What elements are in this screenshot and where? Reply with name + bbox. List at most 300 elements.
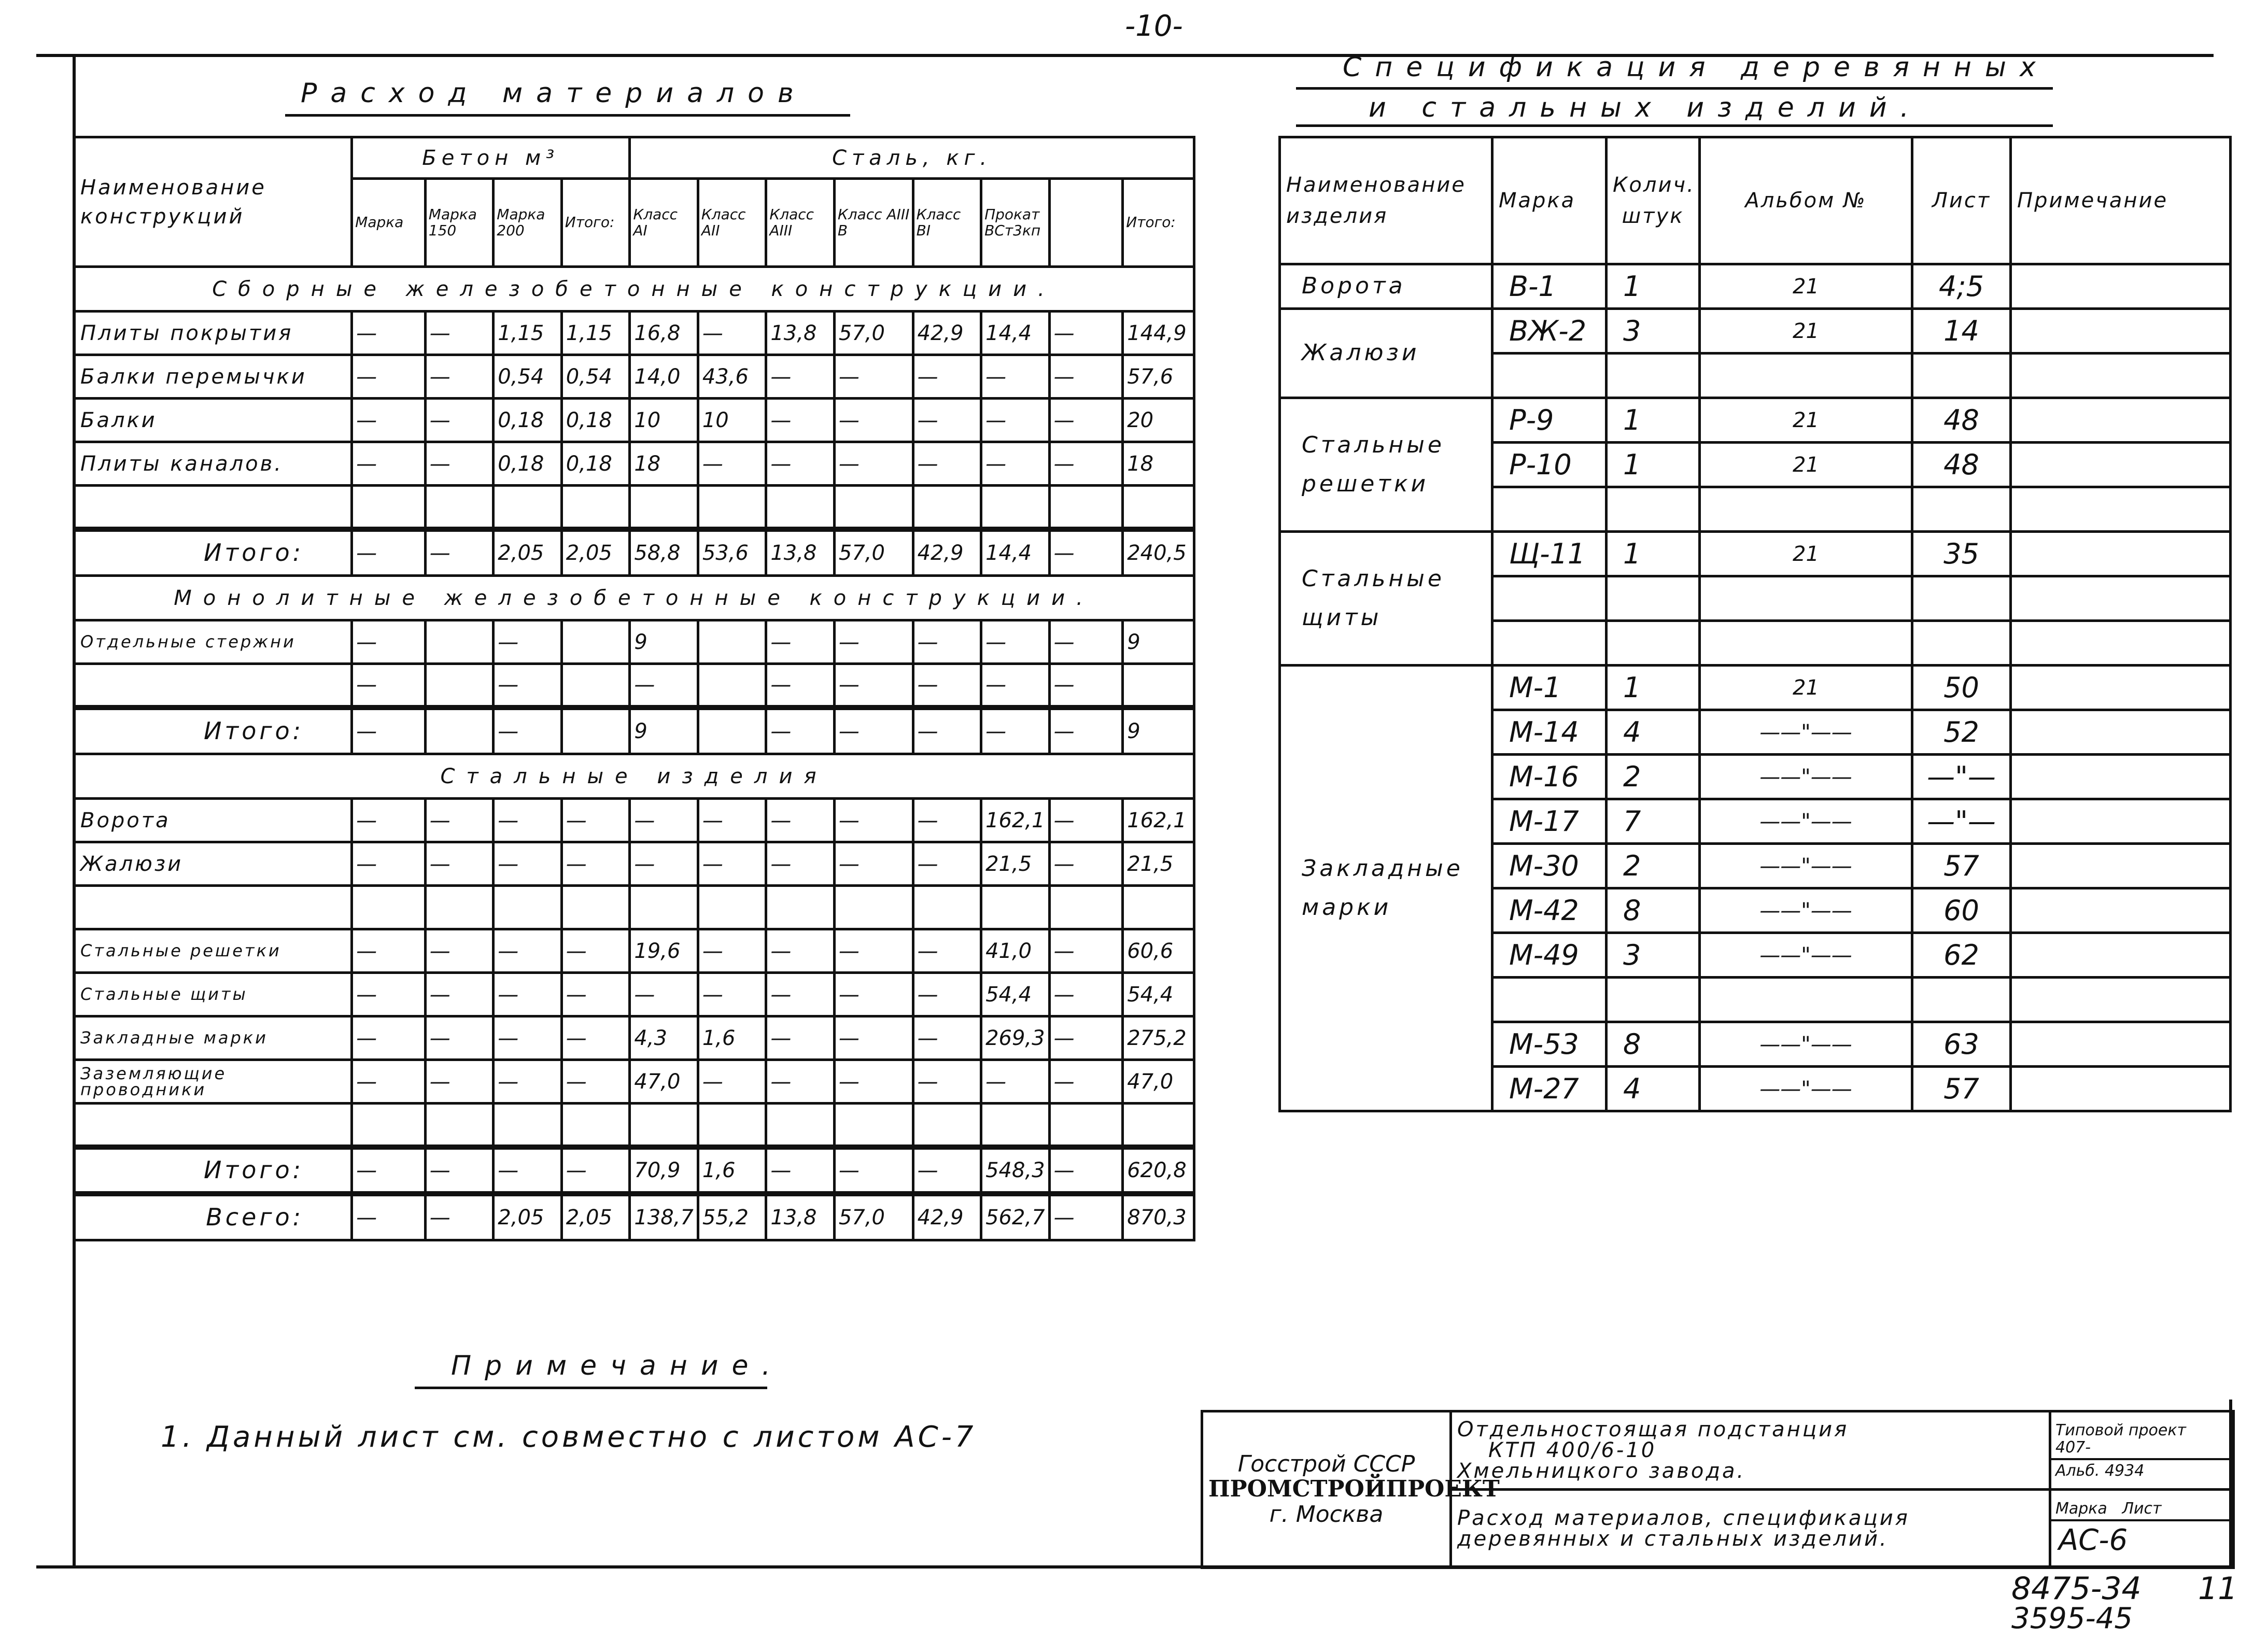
stamp-org-line2: ПРОМСТРОЙПРОЕКТ (1208, 1476, 1500, 1503)
row-value: 620,8 (1123, 1147, 1194, 1194)
row-value: — (425, 1060, 494, 1104)
row-value: — (561, 973, 630, 1016)
row-value: — (1049, 973, 1123, 1016)
row-name: Балки (74, 399, 352, 442)
spec-header-cell: Альбом № (1700, 137, 1912, 264)
row-value: — (630, 973, 698, 1016)
spec-cell (1492, 354, 1607, 398)
row-name: Итого: (74, 1147, 352, 1194)
row-value: 18 (1123, 442, 1194, 486)
spec-cell (2011, 309, 2231, 354)
row-value: 144,9 (1123, 312, 1194, 355)
spec-cell: 14 (1912, 309, 2011, 354)
spec-group-name: Ворота (1280, 264, 1492, 309)
row-value (766, 886, 835, 929)
spec-cell (1700, 978, 1912, 1022)
row-value: 42,9 (913, 312, 981, 355)
row-value: 60,6 (1123, 929, 1194, 973)
row-value: — (425, 529, 494, 576)
row-value (425, 620, 494, 664)
row-value: — (834, 1016, 913, 1060)
spec-cell: 57 (1912, 1067, 2011, 1111)
row-value: — (913, 355, 981, 399)
row-value: — (425, 1194, 494, 1240)
row-value: 4,3 (630, 1016, 698, 1060)
row-value (425, 708, 494, 754)
row-value: 57,6 (1123, 355, 1194, 399)
row-value (425, 664, 494, 708)
row-value: — (561, 842, 630, 886)
row-value (561, 886, 630, 929)
row-value: — (1049, 1194, 1123, 1240)
header-subcolumn: Класс AI (630, 179, 698, 267)
stamp-project-line2: КТП 400/6-10 (1488, 1438, 1657, 1462)
row-value: — (1049, 442, 1123, 486)
row-value (981, 1104, 1050, 1147)
row-value: — (913, 799, 981, 842)
row-value: — (1049, 529, 1123, 576)
spec-cell: ——"—— (1700, 933, 1912, 978)
row-value: 54,4 (981, 973, 1050, 1016)
row-value: 14,4 (981, 529, 1050, 576)
stamp-list-label: Лист (2122, 1499, 2162, 1518)
stamp-org-line1: Госстрой СССР (1237, 1450, 1415, 1477)
spec-cell: 1 (1607, 666, 1700, 710)
stamp-project-line1: Отдельностоящая подстанция (1457, 1418, 1849, 1442)
section-row (74, 267, 1194, 312)
row-value: — (352, 1016, 426, 1060)
header-subcolumn: Марка 150 (425, 179, 494, 267)
row-value: — (834, 664, 913, 708)
spec-cell: ВЖ-2 (1492, 309, 1607, 354)
row-value: — (766, 1147, 835, 1194)
row-value: — (561, 1060, 630, 1104)
row-value: — (1049, 312, 1123, 355)
inventory-sheet: 11 (2198, 1571, 2238, 1607)
row-value (698, 886, 766, 929)
row-value: 9 (630, 620, 698, 664)
spec-cell (1700, 487, 1912, 532)
row-value: — (494, 1147, 562, 1194)
row-value: — (913, 620, 981, 664)
spec-cell: 52 (1912, 710, 2011, 755)
row-value: 41,0 (981, 929, 1050, 973)
spec-cell: 21 (1700, 443, 1912, 487)
row-value: 57,0 (834, 312, 913, 355)
row-value (561, 664, 630, 708)
spec-cell: ——"—— (1700, 844, 1912, 888)
row-value: 21,5 (1123, 842, 1194, 886)
table-row (74, 399, 1194, 442)
row-value: — (425, 842, 494, 886)
spec-cell: Р-9 (1492, 398, 1607, 443)
row-value: — (425, 312, 494, 355)
row-value (1049, 1104, 1123, 1147)
note-title: Примечание. (451, 1350, 784, 1381)
section-title: Стальные изделия (74, 754, 1194, 799)
spec-row (1280, 532, 2231, 576)
spec-cell: 21 (1700, 398, 1912, 443)
table-row (74, 973, 1194, 1016)
spec-cell: 50 (1912, 666, 2011, 710)
spec-cell (2011, 1067, 2231, 1111)
spec-cell: 1 (1607, 264, 1700, 309)
row-value: 562,7 (981, 1194, 1050, 1240)
row-value: 2,05 (561, 529, 630, 576)
row-name: Стальные щиты (74, 973, 352, 1016)
row-value (834, 1104, 913, 1147)
table-row (74, 1016, 1194, 1060)
row-value: 1,15 (561, 312, 630, 355)
row-name: Ворота (74, 799, 352, 842)
row-value: — (494, 842, 562, 886)
row-value: 275,2 (1123, 1016, 1194, 1060)
row-value: — (630, 842, 698, 886)
spec-cell: 2 (1607, 844, 1700, 888)
row-value: 57,0 (834, 529, 913, 576)
header-row (1280, 137, 2231, 264)
row-value (1123, 664, 1194, 708)
row-value (698, 708, 766, 754)
table-row (74, 1060, 1194, 1104)
row-value: 0,18 (561, 399, 630, 442)
row-value: 13,8 (766, 1194, 835, 1240)
row-value: — (766, 1060, 835, 1104)
row-value (766, 1104, 835, 1147)
row-name: Отдельные стержни (74, 620, 352, 664)
row-name (74, 486, 352, 529)
row-value: — (352, 312, 426, 355)
table-row (74, 1147, 1194, 1194)
row-value (494, 1104, 562, 1147)
row-value: 1,15 (494, 312, 562, 355)
row-value: — (766, 708, 835, 754)
row-value (698, 620, 766, 664)
spec-cell (1700, 354, 1912, 398)
row-value: 2,05 (494, 1194, 562, 1240)
row-value (561, 708, 630, 754)
row-value: — (766, 842, 835, 886)
row-value (1123, 486, 1194, 529)
spec-group-name: Жалюзи (1280, 309, 1492, 398)
spec-group-name: Стальные щиты (1280, 532, 1492, 666)
row-value: — (352, 1060, 426, 1104)
row-value: — (913, 708, 981, 754)
header-subcolumn: Итого: (1123, 179, 1194, 267)
spec-cell: М-49 (1492, 933, 1607, 978)
row-value: — (766, 442, 835, 486)
row-value: — (561, 1016, 630, 1060)
table-row (74, 708, 1194, 754)
row-value (352, 486, 426, 529)
spec-title-line2: и стальных изделий. (1369, 92, 1923, 123)
row-value: 2,05 (494, 529, 562, 576)
spec-cell (2011, 666, 2231, 710)
row-value: 13,8 (766, 529, 835, 576)
spec-cell: 35 (1912, 532, 2011, 576)
materials-title: Расход материалов (301, 78, 807, 109)
row-value: — (698, 1060, 766, 1104)
spec-row (1280, 309, 2231, 354)
row-value: — (1049, 1147, 1123, 1194)
spec-cell (2011, 978, 2231, 1022)
row-value (630, 1104, 698, 1147)
row-value: 1,6 (698, 1147, 766, 1194)
spec-header-cell: Марка (1492, 137, 1607, 264)
row-value (913, 486, 981, 529)
spec-cell (1912, 487, 2011, 532)
stamp-sheet-title-text: Расход материалов, спецификация деревянных и стальных изделий. (1457, 1506, 1910, 1551)
row-value: — (981, 708, 1050, 754)
row-name: Жалюзи (74, 842, 352, 886)
row-value: — (766, 929, 835, 973)
spec-cell: М-1 (1492, 666, 1607, 710)
row-value: — (494, 1016, 562, 1060)
table-row (74, 799, 1194, 842)
stamp-organization (1202, 1411, 1500, 1568)
row-value: 138,7 (630, 1194, 698, 1240)
spec-cell: Щ-11 (1492, 532, 1607, 576)
spec-cell: 7 (1607, 799, 1700, 844)
row-value (1123, 886, 1194, 929)
row-value: — (766, 1016, 835, 1060)
row-value: 0,54 (494, 355, 562, 399)
stamp-sheet-mark (2050, 1490, 2234, 1568)
spec-row (1280, 398, 2231, 443)
row-value: — (352, 620, 426, 664)
row-value: — (352, 929, 426, 973)
row-value: 57,0 (834, 1194, 913, 1240)
row-value: 42,9 (913, 529, 981, 576)
header-subcolumn: Класс AII (698, 179, 766, 267)
row-value (561, 486, 630, 529)
row-value: 162,1 (1123, 799, 1194, 842)
row-value: 10 (698, 399, 766, 442)
stamp-typ-label: Типовой проект (2055, 1421, 2186, 1439)
row-value: — (352, 799, 426, 842)
row-value (698, 1104, 766, 1147)
row-value: — (352, 664, 426, 708)
spec-cell: М-17 (1492, 799, 1607, 844)
section-title: Монолитные железобетонные конструкции. (74, 576, 1194, 620)
row-value: — (561, 799, 630, 842)
row-value: 42,9 (913, 1194, 981, 1240)
row-value: — (834, 929, 913, 973)
row-name: Стальные решетки (74, 929, 352, 973)
header-subcolumn: Марка (352, 179, 426, 267)
row-value: 55,2 (698, 1194, 766, 1240)
row-value: 20 (1123, 399, 1194, 442)
spec-cell (1607, 354, 1700, 398)
row-value: 53,6 (698, 529, 766, 576)
row-value: — (766, 799, 835, 842)
row-value: — (352, 355, 426, 399)
spec-cell: 8 (1607, 1022, 1700, 1067)
spec-cell: М-53 (1492, 1022, 1607, 1067)
table-row (74, 842, 1194, 886)
row-value: — (352, 1194, 426, 1240)
inventory-number-2: 3595-45 (2011, 1602, 2133, 1635)
row-value: — (561, 929, 630, 973)
spec-cell (2011, 710, 2231, 755)
row-value: — (352, 442, 426, 486)
spec-row (1280, 264, 2231, 309)
table-row (74, 486, 1194, 529)
note-underline (415, 1387, 767, 1389)
row-value (1049, 486, 1123, 529)
row-value: — (494, 973, 562, 1016)
row-value (425, 486, 494, 529)
row-value: — (698, 799, 766, 842)
spec-cell: —"— (1912, 799, 2011, 844)
spec-cell (1912, 978, 2011, 1022)
row-value: — (425, 442, 494, 486)
specification-table (1278, 136, 2232, 1112)
header-subcolumn (1049, 179, 1123, 267)
row-value: 47,0 (1123, 1060, 1194, 1104)
row-value: — (698, 842, 766, 886)
spec-cell (2011, 888, 2231, 933)
row-value: 269,3 (981, 1016, 1050, 1060)
stamp-project (1451, 1411, 2050, 1490)
row-value: 14,0 (630, 355, 698, 399)
spec-cell: ——"—— (1700, 799, 1912, 844)
spec-cell: ——"—— (1700, 888, 1912, 933)
spec-cell (1492, 487, 1607, 532)
row-name: Итого: (74, 708, 352, 754)
row-value: 14,4 (981, 312, 1050, 355)
spec-cell (1700, 576, 1912, 621)
spec-cell (2011, 264, 2231, 309)
spec-cell: 21 (1700, 532, 1912, 576)
spec-cell: М-27 (1492, 1067, 1607, 1111)
row-value (981, 486, 1050, 529)
row-name: Заземляющие проводники (74, 1060, 352, 1104)
row-name (74, 886, 352, 929)
row-value: 43,6 (698, 355, 766, 399)
header-name-cell: Наименование конструкций (74, 137, 352, 267)
spec-cell: 2 (1607, 755, 1700, 799)
row-value (913, 1104, 981, 1147)
row-value: 70,9 (630, 1147, 698, 1194)
stamp-album-label: Альб. (2055, 1461, 2100, 1480)
row-value: — (913, 664, 981, 708)
spec-cell: 1 (1607, 443, 1700, 487)
row-value (834, 886, 913, 929)
row-value (494, 886, 562, 929)
row-value: — (766, 664, 835, 708)
row-name: Закладные марки (74, 1016, 352, 1060)
spec-cell (1912, 354, 2011, 398)
spec-cell: 63 (1912, 1022, 2011, 1067)
row-value (834, 486, 913, 529)
row-value: 10 (630, 399, 698, 442)
row-value: — (913, 842, 981, 886)
spec-cell (2011, 621, 2231, 666)
section-title: Сборные железобетонные конструкции. (74, 267, 1194, 312)
row-value: — (425, 799, 494, 842)
row-value: — (698, 312, 766, 355)
stamp-typical-project (2050, 1411, 2234, 1490)
spec-group-name: Закладные марки (1280, 666, 1492, 1111)
row-value: — (561, 1147, 630, 1194)
row-value (981, 886, 1050, 929)
row-value: — (630, 664, 698, 708)
row-value: — (1049, 708, 1123, 754)
spec-cell: ——"—— (1700, 1067, 1912, 1111)
spec-cell: 21 (1700, 309, 1912, 354)
spec-cell (1607, 978, 1700, 1022)
row-value: — (834, 442, 913, 486)
table-row (74, 529, 1194, 576)
row-value: 18 (630, 442, 698, 486)
spec-cell: 48 (1912, 443, 2011, 487)
spec-cell (1607, 621, 1700, 666)
row-value: — (834, 1060, 913, 1104)
spec-cell (2011, 354, 2231, 398)
table-row (74, 664, 1194, 708)
spec-cell (1492, 621, 1607, 666)
row-value: — (698, 442, 766, 486)
row-value: — (1049, 929, 1123, 973)
spec-cell (2011, 443, 2231, 487)
spec-cell (2011, 799, 2231, 844)
spec-cell: ——"—— (1700, 1022, 1912, 1067)
row-value (425, 886, 494, 929)
row-value: — (352, 529, 426, 576)
row-value: — (494, 664, 562, 708)
row-value: — (913, 1147, 981, 1194)
spec-header-cell: Колич. штук (1607, 137, 1700, 264)
row-value: — (1049, 1060, 1123, 1104)
spec-cell: 62 (1912, 933, 2011, 978)
row-value: — (981, 355, 1050, 399)
row-value: — (834, 355, 913, 399)
row-value (494, 486, 562, 529)
row-value: — (425, 399, 494, 442)
row-value (698, 486, 766, 529)
spec-cell: 3 (1607, 933, 1700, 978)
row-value: — (981, 620, 1050, 664)
row-value: — (834, 799, 913, 842)
stamp-sheet-title (1451, 1490, 2050, 1568)
spec-cell: 1 (1607, 532, 1700, 576)
header-concrete: Бетон м³ (352, 137, 630, 179)
row-value: 2,05 (561, 1194, 630, 1240)
spec-cell (2011, 844, 2231, 888)
header-subcolumn: Марка 200 (494, 179, 562, 267)
spec-cell (2011, 398, 2231, 443)
row-value (913, 886, 981, 929)
stamp-mark-label: Марка (2055, 1499, 2107, 1518)
row-value: — (766, 620, 835, 664)
row-name: Балки перемычки (74, 355, 352, 399)
spec-cell: 21 (1700, 264, 1912, 309)
spec-cell (2011, 487, 2231, 532)
table-row (74, 312, 1194, 355)
row-value: — (494, 708, 562, 754)
header-subcolumn: Класс BI (913, 179, 981, 267)
row-value: — (1049, 399, 1123, 442)
spec-cell: 48 (1912, 398, 2011, 443)
spec-cell (2011, 576, 2231, 621)
row-value: — (913, 929, 981, 973)
row-value (561, 620, 630, 664)
row-value: — (352, 708, 426, 754)
row-value: — (494, 799, 562, 842)
spec-cell (1492, 978, 1607, 1022)
row-value: 162,1 (981, 799, 1050, 842)
